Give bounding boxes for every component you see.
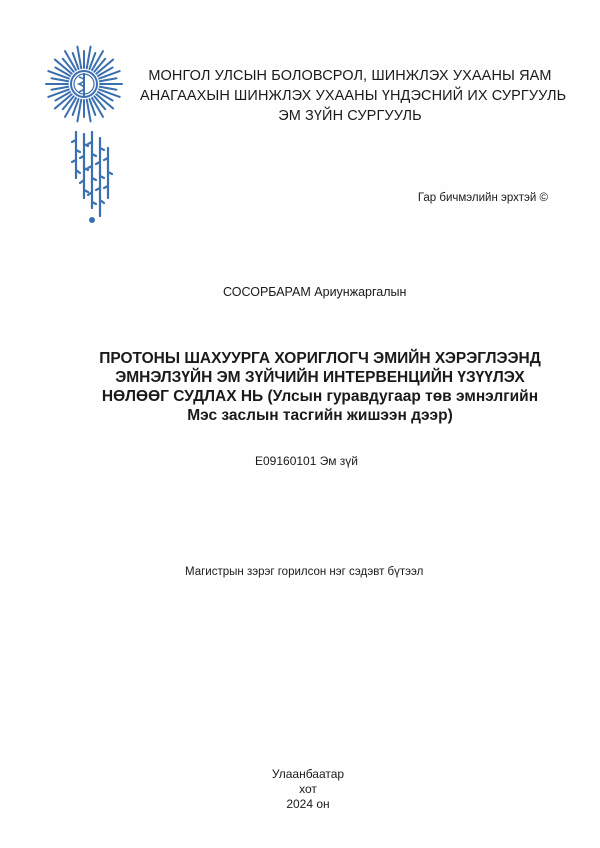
thesis-title-line-4: Мэс заслын тасгийн жишээн дээр) xyxy=(187,407,453,424)
specialty-code: E09160101 Эм зүй xyxy=(255,454,359,468)
degree-statement: Магистрын зэрэг горилсон нэг сэдэвт бүтээл xyxy=(185,566,424,578)
author-name: СОСОРБАРАМ Ариунжаргалын xyxy=(223,285,407,299)
city: Улаанбаатар хот xyxy=(271,767,345,796)
thesis-title xyxy=(70,349,570,425)
institution-heading xyxy=(140,66,567,126)
mongolian-script-emblem-text xyxy=(68,128,118,228)
university-name: АНАГААХЫН ШИНЖЛЭХ УХААНЫ ҮНДЭСНИЙ ИХ СУРГУУЛЬ xyxy=(140,88,567,104)
thesis-title-line-2: ЭМНЭЛЗҮЙН ЭМ ЗҮЙЧИЙН ИНТЕРВЕНЦИЙН ҮЗҮҮЛЭХ xyxy=(115,369,525,386)
thesis-title-line-3: НӨЛӨӨГ СУДЛАХ НЬ (Улсын гуравдугаар төв эмнэлгийн xyxy=(101,388,539,405)
thesis-title-line-1: ПРОТОНЫ ШАХУУРГА ХОРИГЛОГЧ ЭМИЙН ХЭРЭГЛЭЭНД xyxy=(99,350,541,367)
school-name: ЭМ ЗҮЙН СУРГУУЛЬ xyxy=(278,108,422,124)
ministry-name: МОНГОЛ УЛСЫН БОЛОВСРОЛ, ШИНЖЛЭХ УХААНЫ ЯАМ xyxy=(148,68,552,84)
place-and-year xyxy=(270,767,346,812)
university-emblem-logo xyxy=(44,44,124,124)
manuscript-rights-notice: Гар бичмэлийн эрхтэй © xyxy=(417,192,548,204)
year: 2024 он xyxy=(286,797,330,811)
